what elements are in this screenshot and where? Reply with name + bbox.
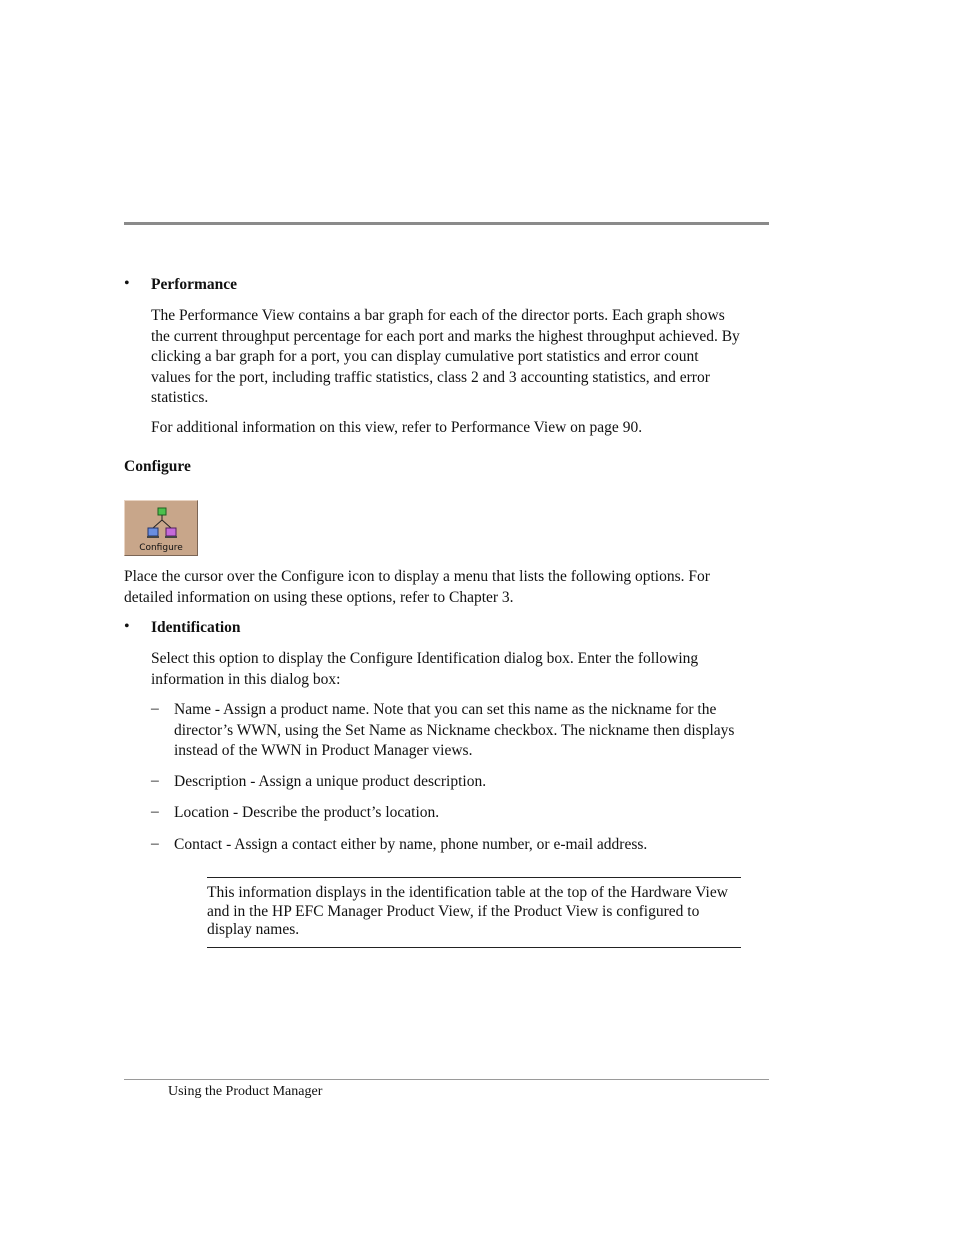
performance-description: The Performance View contains a bar graph for each of the director ports. Each graph shows the current throughput percentage for each port and marks the highest throughput achieved. By clicking a bar graph for a port, you can display cumulative port statistics and error count values for the port, including traffic statistics, class 2 and 3 accounting statistics, and error statistics. bbox=[151, 307, 740, 406]
performance-reference: For additional information on this view, refer to Performance View on page 90. bbox=[151, 419, 643, 436]
note-box bbox=[207, 877, 741, 948]
bullet-performance: • bbox=[124, 275, 130, 292]
network-tree-icon bbox=[145, 505, 179, 541]
footer-rule bbox=[124, 1079, 769, 1080]
identification-item-location: Location - Describe the product’s location. bbox=[174, 804, 440, 821]
footer-text: Using the Product Manager bbox=[168, 1084, 323, 1099]
dash-name: – bbox=[151, 700, 159, 717]
performance-heading: Performance bbox=[151, 276, 238, 293]
configure-button-label: Configure bbox=[139, 543, 183, 553]
identification-intro: Select this option to display the Configure Identification dialog box. Enter the following information in this dialog box: bbox=[151, 650, 699, 688]
note-text: This information displays in the identification table at the top of the Hardware View and in the HP EFC Manager Product View, if the Product View is configured to display names. bbox=[207, 884, 728, 938]
dash-location: – bbox=[151, 803, 159, 820]
dash-contact: – bbox=[151, 835, 159, 852]
configure-button[interactable] bbox=[124, 500, 198, 556]
configure-heading: Configure bbox=[124, 458, 191, 475]
header-rule bbox=[124, 222, 769, 225]
configure-intro: Place the cursor over the Configure icon to display a menu that lists the following options. For detailed information on using these options, refer to Chapter 3. bbox=[124, 568, 710, 606]
identification-heading: Identification bbox=[151, 619, 241, 636]
identification-item-name: Name - Assign a product name. Note that you can set this name as the nickname for the director’s WWN, using the Set Name as Nickname checkbox. The nickname then displays instead of the WWN in Product Manager views. bbox=[174, 701, 735, 759]
dash-description: – bbox=[151, 772, 159, 789]
identification-item-description: Description - Assign a unique product description. bbox=[174, 773, 487, 790]
bullet-identification: • bbox=[124, 618, 130, 635]
identification-item-contact: Contact - Assign a contact either by name, phone number, or e-mail address. bbox=[174, 836, 648, 853]
